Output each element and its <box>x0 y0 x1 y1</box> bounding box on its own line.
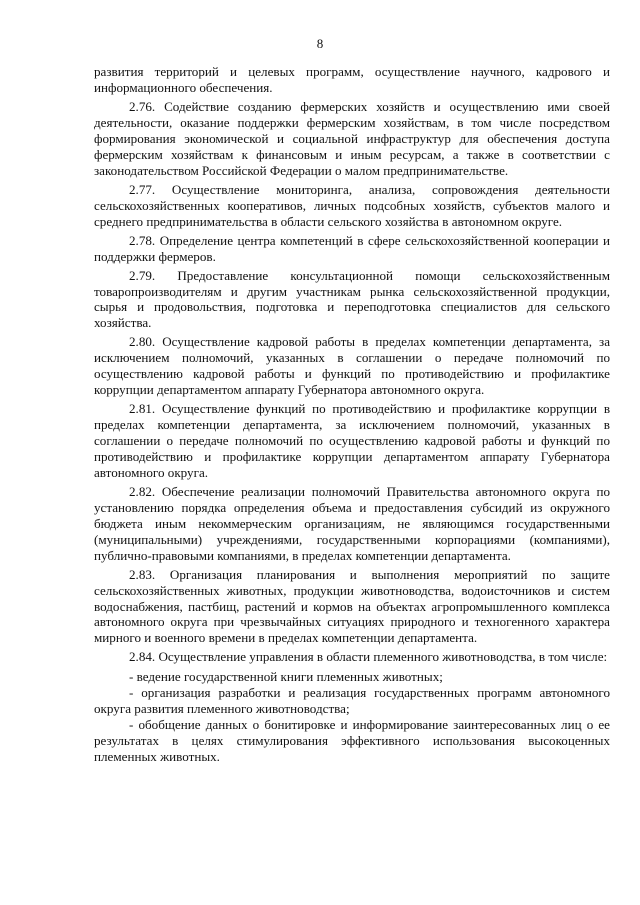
paragraph-2-80: 2.80. Осуществление кадровой работы в пределах компетенции департамента, за исключением полномочий, указанных в соглашении о передаче полномочий по осуществлению кадровой работы и функций по противодействию и профилактике коррупции департаментом аппарату Губернатора автономного округа. <box>94 334 610 398</box>
list-item-bonitation-data: - обобщение данных о бонитировке и информирование заинтересованных лиц о ее результатах в целях стимулирования эффективного использования высокоценных племенных животных. <box>94 717 610 765</box>
paragraph-2-83: 2.83. Организация планирования и выполнения мероприятий по защите сельскохозяйственных животных, продукции животноводства, водоисточников и систем водоснабжения, пастбищ, растений и кормов на объектах агропромышленного комплекса автономного округа при чрезвычайных ситуациях природного и техногенного характера мирного и военного времени в пределах компетенции департамента. <box>94 566 610 646</box>
page-number: 8 <box>316 36 324 51</box>
paragraph-2-76: 2.76. Содействие созданию фермерских хозяйств и осуществлению ими своей деятельности, оказание поддержки фермерским хозяйствам, в том числе посредством формирования экономической и социальной инфраструктур для обеспечения доступа фермерским хозяйствам к финансовым и иным ресурсам, а также в соответствии с законодательством Российской Федерации о малом предпринимательстве. <box>94 99 610 178</box>
paragraph-2-84: 2.84. Осуществление управления в области племенного животноводства, в том числе: <box>129 649 608 665</box>
paragraph-continuation: развития территорий и целевых программ, осуществление научного, кадрового и информационного обеспечения. <box>94 64 610 95</box>
list-item-breeding-programs: - организация разработки и реализация государственных программ автономного округа развития племенного животноводства; <box>94 684 610 716</box>
paragraph-2-82: 2.82. Обеспечение реализации полномочий Правительства автономного округа по установлению порядка определения объема и предоставления субсидий из окружного бюджета иным некоммерческим организациям, не являющимся государственными (муниципальными) учреждениями, государственными корпорациями (компаниями), публично-правовыми компаниями, в пределах компетенции департамента. <box>94 483 610 563</box>
paragraph-2-78: 2.78. Определение центра компетенций в сфере сельскохозяйственной кооперации и поддержки фермеров. <box>94 232 610 264</box>
paragraph-2-81: 2.81. Осуществление функций по противодействию и профилактике коррупции в пределах компетенции департамента, за исключением полномочий, указанных в соглашении о передаче полномочий по осуществлению кадровой работы и функций по противодействию и профилактике коррупции департаментом аппарату Губернатора автономного округа. <box>94 401 610 480</box>
paragraph-2-77: 2.77. Осуществление мониторинга, анализа, сопровождения деятельности сельскохозяйственных кооперативов, личных подсобных хозяйств, субъектов малого и среднего предпринимательства в области сельского хозяйства в автономном округе. <box>94 181 610 229</box>
paragraph-2-79: 2.79. Предоставление консультационной помощи сельскохозяйственным товаропроизводителям и другим участникам рынка сельскохозяйственной продукции, сырья и продовольствия, подготовка и переподготовка специалистов для сельского хозяйства. <box>94 267 610 331</box>
document-body <box>94 64 610 765</box>
list-item-breeding-book: - ведение государственной книги племенных животных; <box>129 668 443 684</box>
